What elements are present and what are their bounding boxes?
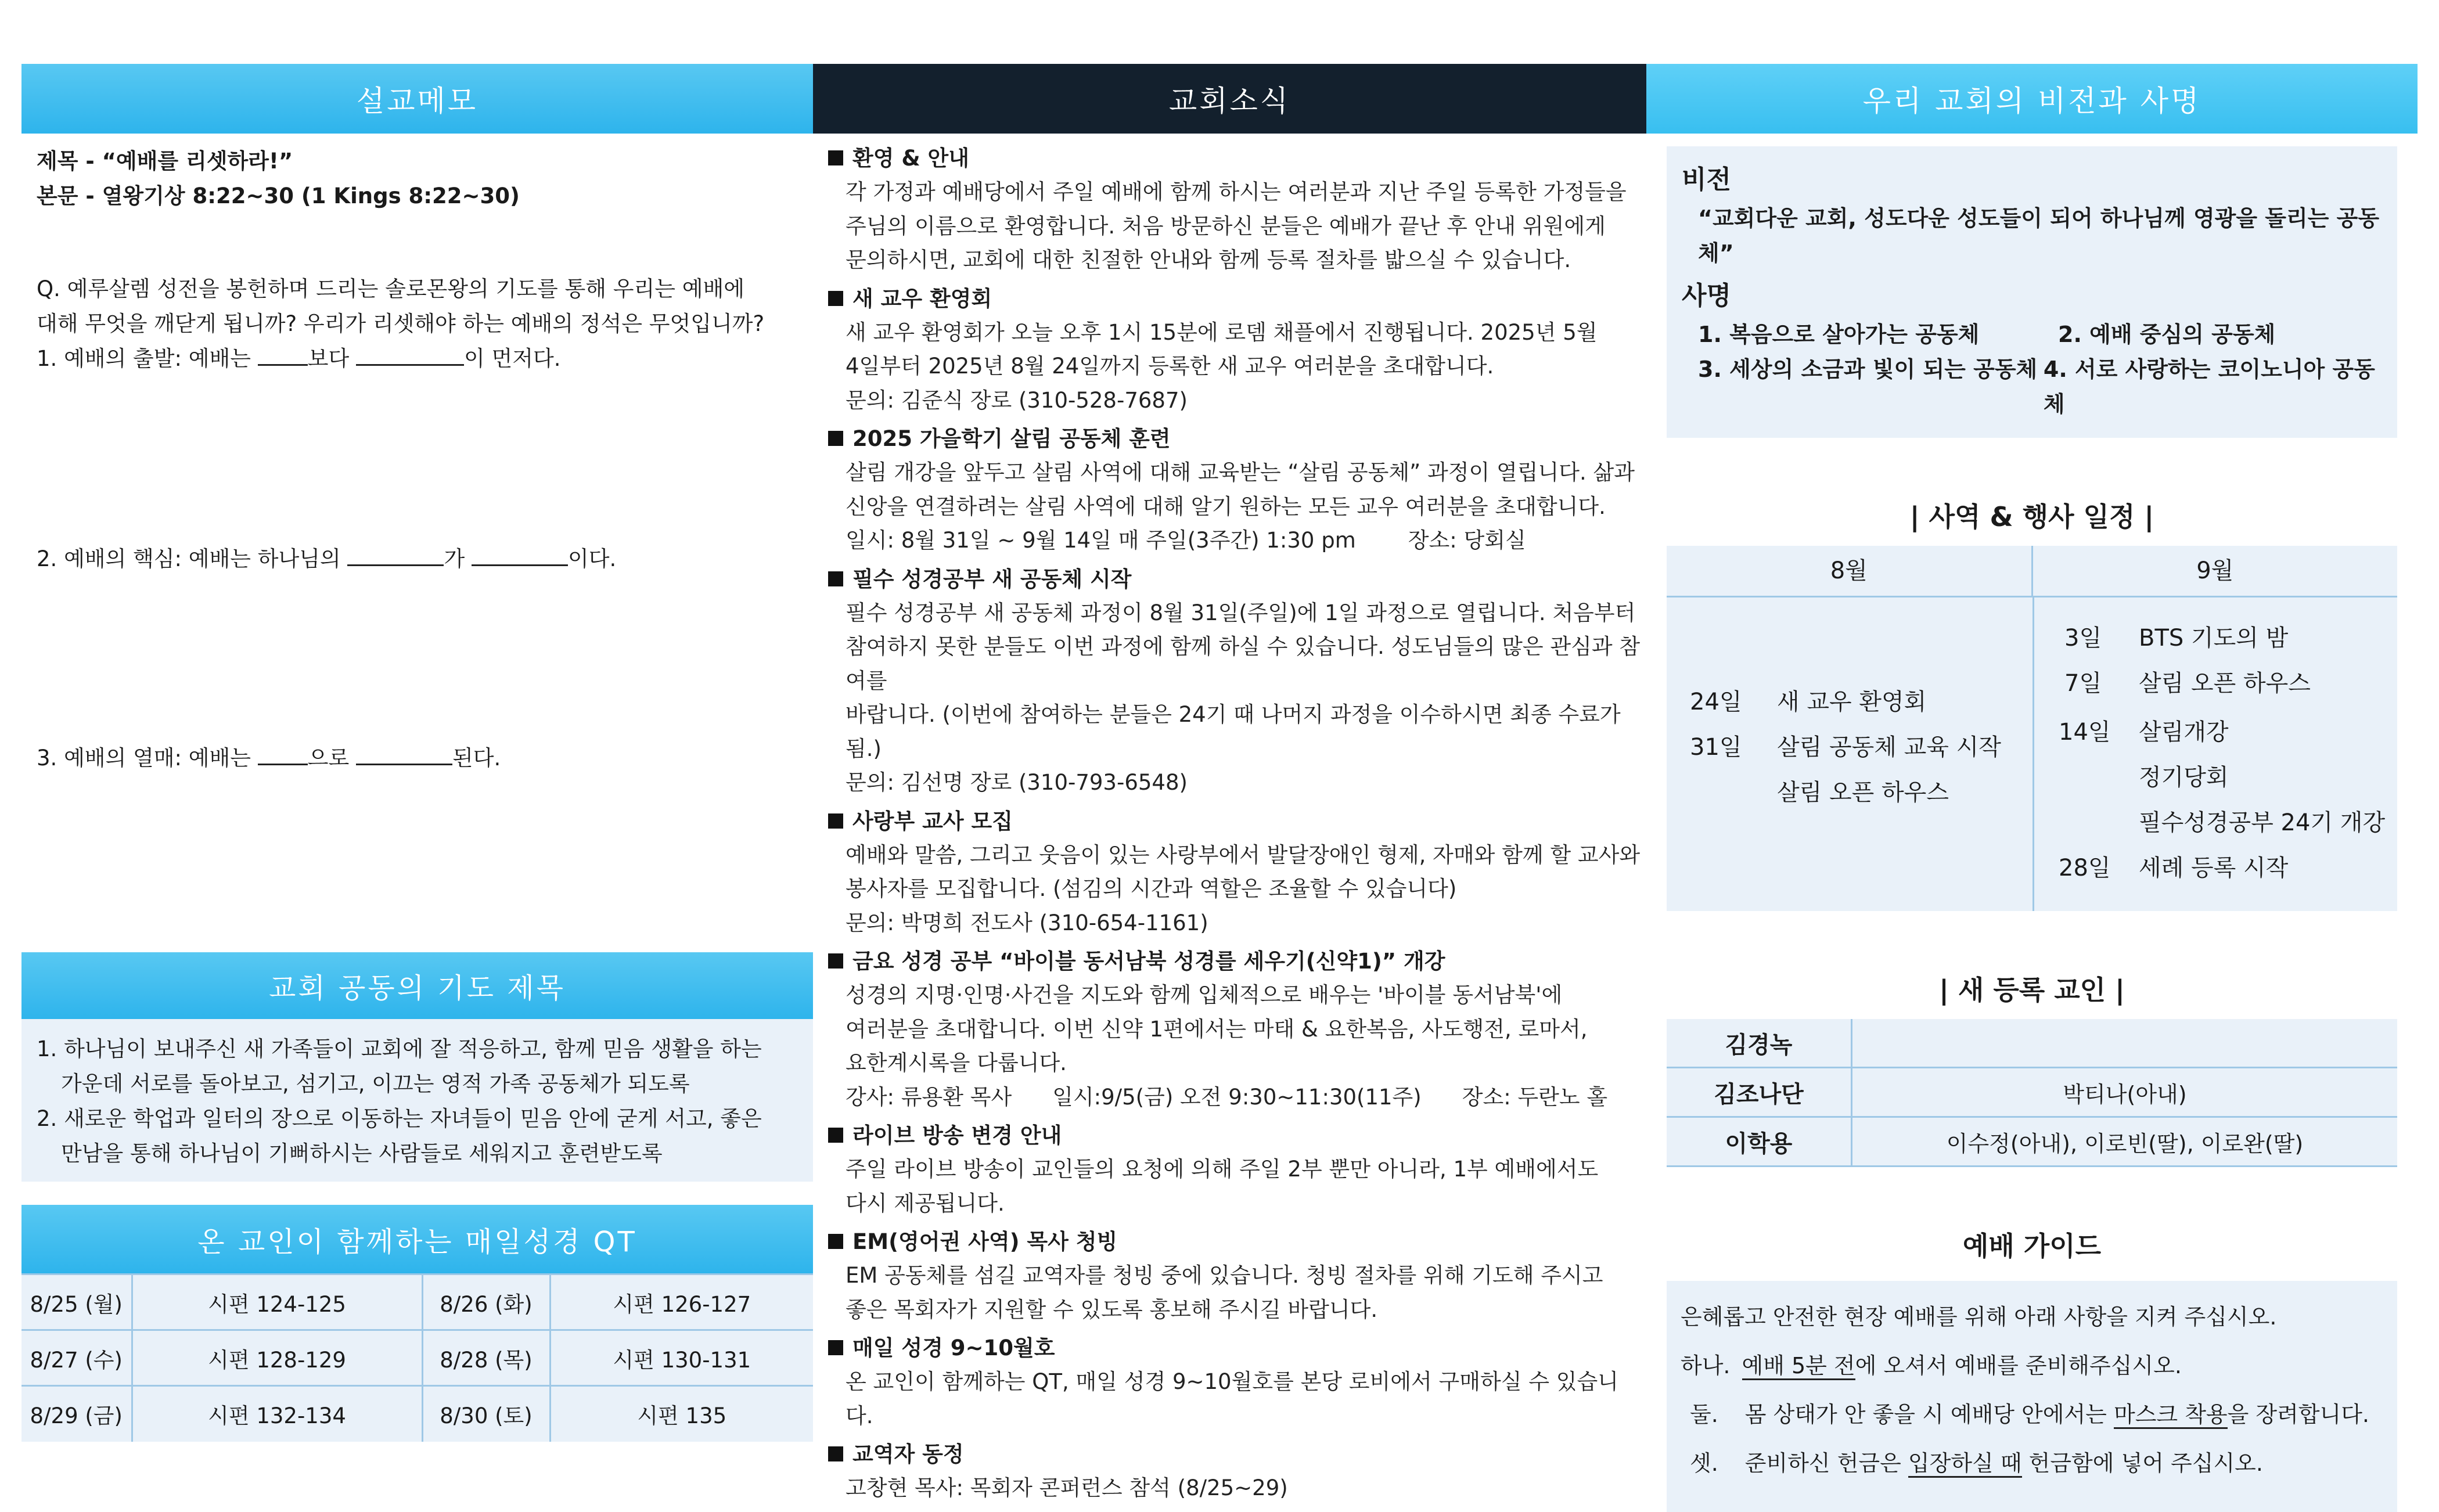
vision-header: 우리 교회의 비전과 사명 [1646,64,2418,134]
event-day: 28일 [2059,855,2111,881]
event-day: 31일 [1690,734,1742,761]
schedule-sep-column [2034,597,2397,911]
point3-blank-2[interactable] [356,744,452,765]
sermon-point-3 [37,741,798,776]
qt-header: 온 교인이 함께하는 매일성경 QT [21,1205,813,1273]
point2-text-a: 2. 예배의 핵심: 예배는 하나님의 [37,546,348,571]
news-item-title: 매일 성경 9~10월호 [828,1331,1641,1365]
prayer-section [21,952,813,1182]
qt-date: 8/27 (수) [21,1330,132,1386]
qt-date: 8/29 (금) [21,1386,132,1442]
event-name: 정기당회 [2139,764,2229,791]
news-text: 강사: 류용환 목사 일시:9/5(금) 오전 9:30~11:30(11주) 장소: 두란노 홀 [846,1084,1608,1110]
news-text: 주일 라이브 방송이 교인들의 요청에 의해 주일 2부 뿐만 아니라, 1부 예배에서도 [846,1157,1599,1182]
news-text: 성경의 지명·인명·사건을 지도와 함께 입체적으로 배우는 '바이블 동서남북'에 [846,982,1563,1007]
event-day: 3일 [2064,625,2102,651]
prayer-item-2-line1: 2. 새로운 학업과 일터의 장으로 이동하는 자녀들이 믿음 안에 굳게 서고, 좋은 [37,1106,762,1131]
square-bullet-icon [828,431,843,446]
schedule-table [1667,546,2397,911]
table-row [1667,1019,2397,1068]
sermon-question-line2: 대해 무엇을 깨닫게 됩니까? 우리가 리셋해야 하는 예배의 정석은 무엇입니까? [37,311,765,336]
member-name: 이학용 [1667,1118,1852,1165]
guide-item-1: 하나. 예배 5분 전에 오셔서 예배를 준비해주십시오. [1681,1341,2383,1390]
square-bullet-icon [828,813,843,829]
table-row [21,1330,813,1386]
sermon-point-1 [37,341,798,376]
news-section [813,64,1646,1506]
schedule-title: | 사역 & 행사 일정 | [1909,501,2154,532]
member-name: 김경녹 [1667,1019,1852,1067]
news-text: EM 공동체를 섬길 교역자를 청빙 중에 있습니다. 청빙 절차를 위해 기도해 주시고 [846,1263,1603,1288]
news-item-title: 사랑부 교사 모집 [828,805,1641,838]
news-text: 각 가정과 예배당에서 주일 예배에 함께 하시는 여러분과 지난 주일 등록한 가정들을 [846,179,1627,204]
sermon-memo-body [21,134,813,786]
point2-text-c: 이다. [568,546,617,571]
point1-text-a: 1. 예배의 출발: 예배는 [37,346,258,371]
event-name: 살림개강 [2139,719,2229,746]
schedule-month-aug: 8월 [1667,546,2033,596]
guide-title: 예배 가이드 [1962,1230,2102,1262]
square-bullet-icon [828,150,843,165]
news-header: 교회소식 [813,64,1646,134]
point1-blank-2[interactable] [356,345,464,366]
qt-reading: 시편 130-131 [550,1330,813,1386]
point1-blank-1[interactable] [258,345,308,366]
prayer-item-1-line2: 가운데 서로를 돌아보고, 섬기고, 이끄는 영적 가족 공동체가 되도록 [61,1071,690,1096]
table-row [1667,1118,2397,1167]
event-name: 살림 오픈 하우스 [2139,670,2311,697]
sermon-memo-section [21,64,813,786]
vision-box [1667,146,2397,438]
prayer-header: 교회 공동의 기도 제목 [21,952,813,1019]
news-text: 예배와 말씀, 그리고 웃음이 있는 사랑부에서 발달장애인 형제, 자매와 함께 할 교사와 [846,842,1641,867]
news-text: 4일부터 2025년 8월 24일까지 등록한 새 교우 여러분을 초대합니다. [846,354,1494,379]
event-name: 새 교우 환영회 [1777,689,1927,715]
event-day: 7일 [2064,670,2102,697]
news-text: 주님의 이름으로 환영합니다. 처음 방문하신 분들은 예배가 끝난 후 안내 위원에게 [846,213,1606,239]
square-bullet-icon [828,953,843,969]
square-bullet-icon [828,1340,843,1355]
square-bullet-icon [828,1128,843,1143]
schedule-header-row [1667,546,2397,597]
news-text: 문의: 김선명 장로 (310-793-6548) [846,770,1188,795]
qt-date: 8/26 (화) [422,1275,550,1330]
point2-blank-2[interactable] [472,545,568,566]
mission-item: 3. 세상의 소금과 빛이 되는 공동체 [1698,357,2038,382]
point3-text-c: 된다. [452,746,501,771]
point3-blank-1[interactable] [258,744,308,765]
event-name: 필수성경공부 24기 개강 [2139,809,2386,836]
news-item-title: 새 교우 환영회 [828,282,1641,316]
guide-item-3: 셋. 준비하신 헌금은 입장하실 때 헌금함에 넣어 주십시오. [1681,1439,2383,1488]
square-bullet-icon [828,1446,843,1461]
news-item-title: 금요 성경 공부 “바이블 동서남북 성경를 세우기(신약1)” 개강 [828,945,1641,978]
qt-reading: 시편 126-127 [550,1275,813,1330]
news-body [813,134,1646,1506]
guide-item-2: 둘. 몸 상태가 안 좋을 시 예배당 안에서는 마스크 착용을 장려합니다. [1681,1390,2383,1439]
news-text: 필수 성경공부 새 공동체 과정이 8월 31일(주일)에 1일 과정으로 열립니다. 처음부터 [846,600,1636,625]
mission-item: 2. 예배 중심의 공동체 [2058,322,2276,347]
prayer-item-2-line2: 만남을 통해 하나님이 기뻐하시는 사람들로 세워지고 훈련받도록 [61,1141,663,1166]
members-table [1667,1019,2397,1167]
event-day: 24일 [1690,689,1742,715]
prayer-body [21,1019,813,1182]
qt-reading: 시편 124-125 [132,1275,422,1330]
news-text: 새 교우 환영회가 오늘 오후 1시 15분에 로뎀 채플에서 진행됩니다. 2025년 5월 [846,319,1598,345]
sermon-point-2 [37,542,798,577]
guide-box [1667,1281,2397,1512]
news-text: 문의하시면, 교회에 대한 친절한 안내와 함께 등록 절차를 밟으실 수 있습니다. [846,247,1571,272]
qt-date: 8/30 (토) [422,1386,550,1442]
qt-table [21,1273,813,1442]
point1-text-b: 보다 [307,346,356,371]
qt-section [21,1205,813,1442]
point3-text-b: 으로 [307,746,356,771]
prayer-item-1-line1: 1. 하나님이 보내주신 새 가족들이 교회에 잘 적응하고, 함께 믿음 생활을 하는 [37,1036,762,1061]
event-name: 세례 등록 시작 [2139,855,2289,881]
qt-date: 8/28 (목) [422,1330,550,1386]
square-bullet-icon [828,571,843,586]
schedule-month-sep: 9월 [2196,557,2234,584]
qt-reading: 시편 132-134 [132,1386,422,1442]
vision-label: 비전 [1682,165,1732,195]
news-text: 고창현 목사: 목회자 콘퍼런스 참석 (8/25~29) [846,1475,1288,1500]
schedule-aug-column [1667,597,2034,911]
event-name: BTS 기도의 밤 [2139,625,2289,651]
square-bullet-icon [828,1234,843,1249]
news-item-title: 교역자 동정 [828,1438,1641,1471]
news-text: 좋은 목회자가 지원할 수 있도록 홍보해 주시길 바랍니다. [846,1297,1378,1322]
news-text: 요한계시록을 다룹니다. [846,1050,1067,1075]
guide-intro: 은혜롭고 안전한 현장 예배를 위해 아래 사항을 지켜 주십시오. [1681,1304,2277,1330]
schedule-body [1667,597,2397,911]
point1-text-c: 이 먼저다. [464,346,561,371]
news-text: 신앙을 연결하려는 살림 사역에 대해 알기 원하는 모든 교우 여러분을 초대합니다. [846,494,1606,519]
point3-text-a: 3. 예배의 열매: 예배는 [37,746,258,771]
news-text: 다시 제공됩니다. [846,1190,1005,1216]
point2-blank-1[interactable] [347,545,444,566]
member-family: 이수정(아내), 이로빈(딸), 이로완(딸) [1946,1131,2304,1157]
qt-reading: 시편 135 [550,1386,813,1442]
news-text: 참여하지 못한 분들도 이번 과정에 함께 하실 수 있습니다. 성도님들의 많은 관심과 참여를 [846,634,1641,693]
member-family: 박티나(아내) [2063,1081,2187,1107]
mission-row [1682,317,2382,352]
vision-statement: “교회다운 교회, 성도다운 성도들이 되어 하나님께 영광을 돌리는 공동체” [1698,206,2380,266]
news-item-title: 환영 & 안내 [828,142,1641,175]
point2-text-b: 가 [444,546,472,571]
table-row [1667,1068,2397,1118]
news-text: 온 교인이 함께하는 QT, 매일 성경 9~10월호를 본당 로비에서 구매하실 수 있습니다. [846,1369,1618,1428]
vision-column [1646,64,2418,1512]
news-item-title: 필수 성경공부 새 공동체 시작 [828,563,1641,596]
news-text: 바랍니다. (이번에 참여하는 분들은 24기 때 나머지 과정을 이수하시면 최종 수료가 됨.) [846,702,1621,761]
event-name: 살림 오픈 하우스 [1777,779,1949,806]
table-row [21,1275,813,1330]
event-name: 살림 공동체 교육 시작 [1777,734,2001,761]
news-item-title: 2025 가을학기 살림 공동체 훈련 [828,422,1641,456]
event-day: 14일 [2059,719,2111,746]
sermon-passage: 본문 - 열왕기상 8:22~30 (1 Kings 8:22~30) [37,183,520,208]
news-text: 봉사자를 모집합니다. (섬김의 시간과 역할은 조율할 수 있습니다) [846,876,1457,901]
sermon-memo-header: 설교메모 [21,64,813,134]
square-bullet-icon [828,291,843,306]
sermon-question-line1: Q. 예루살렘 성전을 봉헌하며 드리는 솔로몬왕의 기도를 통해 우리는 예배에 [37,276,744,301]
mission-label: 사명 [1682,281,1732,311]
sermon-title: 제목 - “예배를 리셋하라!” [37,149,293,174]
member-name: 김조나단 [1667,1068,1852,1116]
news-text: 살림 개강을 앞두고 살림 사역에 대해 교육받는 “살림 공동체” 과정이 열립니다. 삶과 [846,460,1635,485]
news-text: 문의: 김준식 장로 (310-528-7687) [846,387,1188,413]
mission-item: 4. 서로 사랑하는 코이노니아 공동체 [2043,357,2375,417]
news-item-title: 라이브 방송 변경 안내 [828,1119,1641,1153]
mission-item: 1. 복음으로 살아가는 공동체 [1698,322,1980,347]
qt-date: 8/25 (월) [21,1275,132,1330]
mission-row [1682,352,2382,422]
news-text: 여러분을 초대합니다. 이번 신약 1편에서는 마태 & 요한복음, 사도행전, 로마서, [846,1016,1588,1042]
qt-reading: 시편 128-129 [132,1330,422,1386]
news-text: 일시: 8월 31일 ~ 9월 14일 매 주일(3주간) 1:30 pm 장소: 당회실 [846,528,1526,553]
members-title: | 새 등록 교인 | [1939,974,2125,1006]
news-text: 문의: 박명희 전도사 (310-654-1161) [846,910,1208,935]
news-item-title: EM(영어권 사역) 목사 청빙 [828,1225,1641,1259]
table-row [21,1386,813,1442]
